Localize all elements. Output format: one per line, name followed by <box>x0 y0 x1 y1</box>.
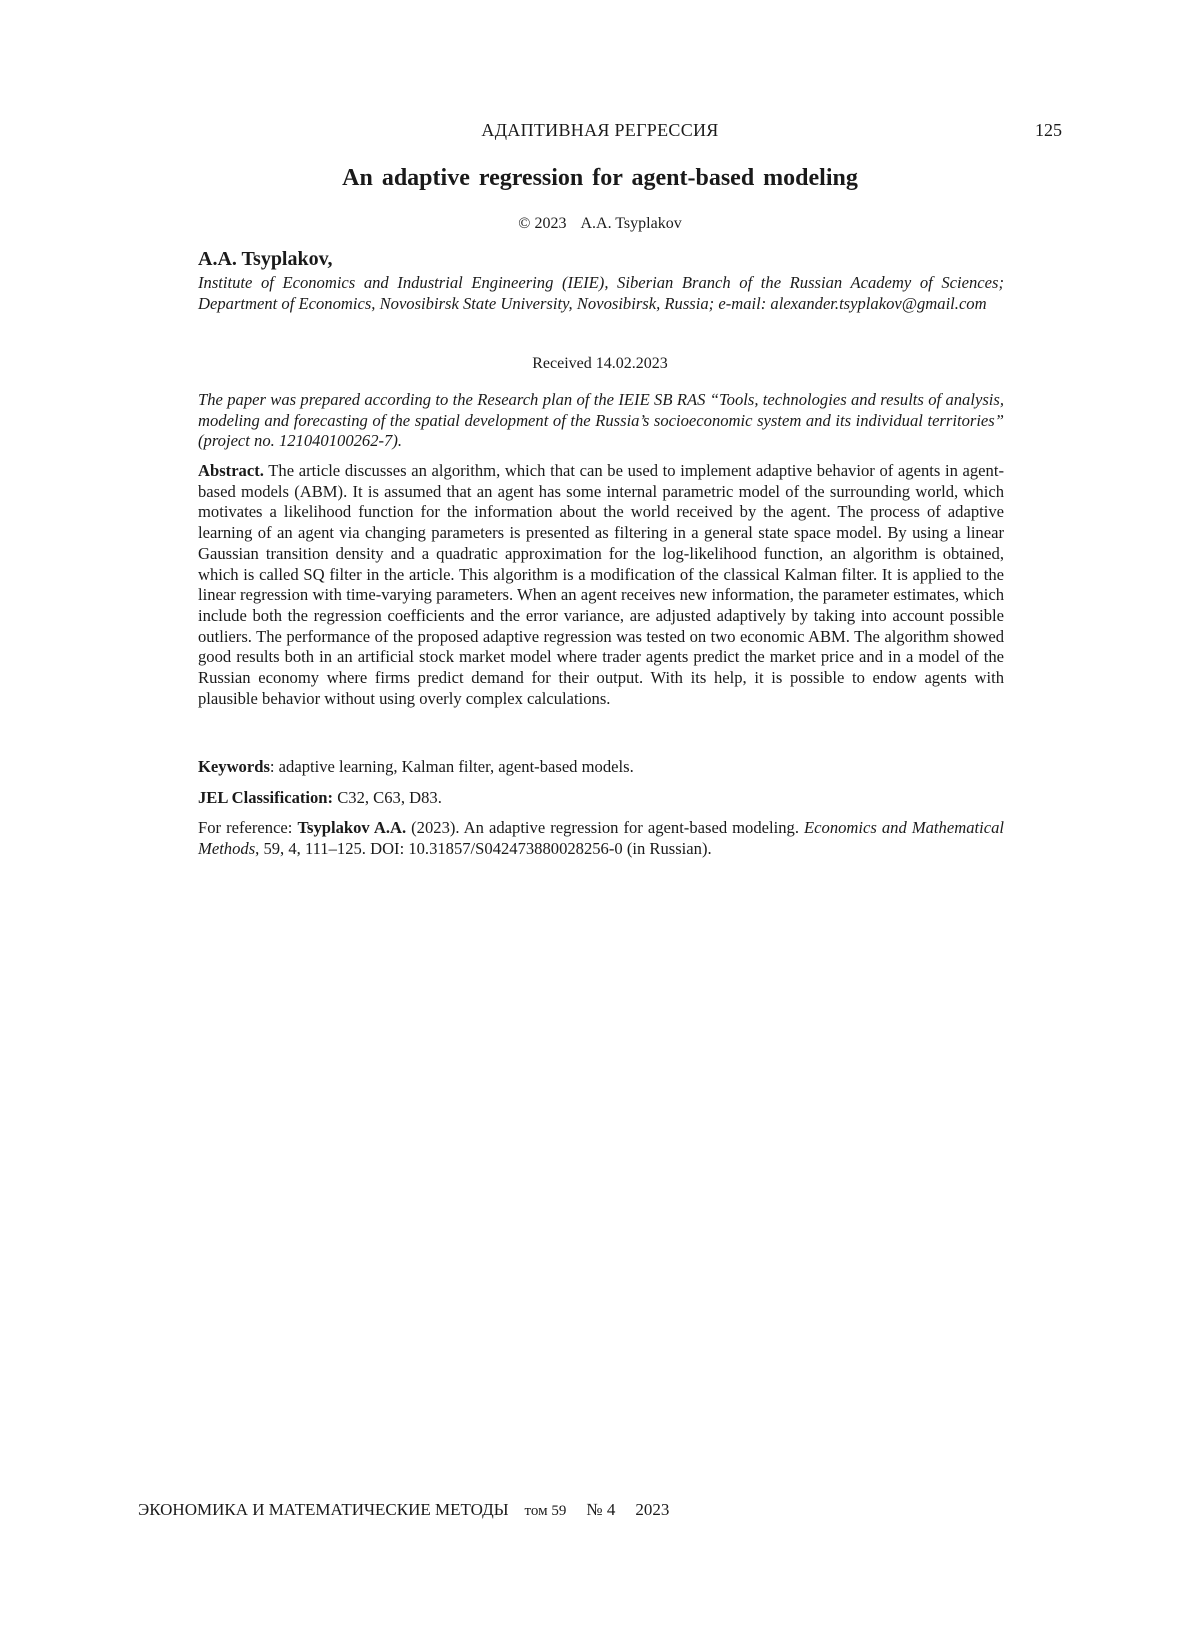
footer-year: 2023 <box>635 1500 669 1519</box>
abstract <box>198 461 1004 709</box>
abstract-label: Abstract. <box>198 461 264 480</box>
keywords-label: Keywords <box>198 757 270 776</box>
footer-issue: № 4 <box>586 1500 615 1519</box>
running-foot <box>138 1500 669 1520</box>
jel-text: C32, C63, D83. <box>333 788 442 807</box>
reference-author: Tsyplakov A.A. <box>297 818 406 837</box>
article-title: An adaptive regression for agent-based modeling <box>0 165 1200 192</box>
running-head <box>0 120 1200 144</box>
footer-volume: том 59 <box>525 1503 567 1519</box>
jel-label: JEL Classification: <box>198 788 333 807</box>
author-name: A.A. Tsyplakov, <box>198 248 333 271</box>
copyright-year: © 2023 <box>518 215 566 232</box>
jel-classification <box>198 788 1004 809</box>
footer-journal: ЭКОНОМИКА И МАТЕМАТИЧЕСКИЕ МЕТОДЫ <box>138 1500 509 1519</box>
abstract-text: The article discusses an algorithm, which that can be used to implement adaptive behavior of agents in agent-based models (ABM). It is assumed that an agent has some internal parametric model of the surrounding world, which motivates a likelihood function for the information about the world received by the agent. The process of adaptive learning of an agent via changing parameters is presented as filtering in a general state space model. By using a linear Gaussian transition density and a quadratic approximation for the log-likelihood function, an algorithm is obtained, which is called SQ filter in the article. This algorithm is a modification of the classical Kalman filter. It is applied to the linear regression with time-varying parameters. When an agent receives new information, the parameter estimates, which include both the regression coefficients and the error variance, are adjusted adaptively by taking into account possible outliers. The performance of the proposed adaptive regression was tested on two economic ABM. The algorithm showed good results both in an artificial stock market model where trader agents predict the market price and in a model of the Russian economy where firms predict demand for their output. With its help, it is possible to endow agents with plausible behavior without using overly complex calculations. <box>198 461 1004 708</box>
running-title: АДАПТИВНАЯ РЕГРЕССИЯ <box>0 120 1200 141</box>
copyright-author: A.A. Tsyplakov <box>580 215 681 232</box>
keywords-text: : adaptive learning, Kalman filter, agent-based models. <box>270 757 634 776</box>
received-date: Received 14.02.2023 <box>0 355 1200 373</box>
funding-note: The paper was prepared according to the Research plan of the IEIE SB RAS “Tools, technologies and results of analysis, modeling and forecasting of the spatial development of the Russia’s socioeconomic system and its individual territories” (project no. 121040100262-7). <box>198 390 1004 452</box>
reference-middle: (2023). An adaptive regression for agent-based modeling. <box>406 818 804 837</box>
reference-suffix: , 59, 4, 111–125. DOI: 10.31857/S042473880028256-0 (in Russian). <box>255 839 711 858</box>
author-affiliation: Institute of Economics and Industrial Engineering (IEIE), Siberian Branch of the Russian Academy of Sciences; Department of Economics, Novosibirsk State University, Novosibirsk, Russia; e-mail: alexander.tsyplakov@gmail.com <box>198 273 1004 314</box>
page-number: 125 <box>1035 120 1062 141</box>
copyright-line <box>0 215 1200 233</box>
reference <box>198 818 1004 859</box>
reference-prefix: For reference: <box>198 818 297 837</box>
reference-journal: Economics and Mathematical Methods <box>198 818 1004 858</box>
keywords <box>198 757 1004 778</box>
